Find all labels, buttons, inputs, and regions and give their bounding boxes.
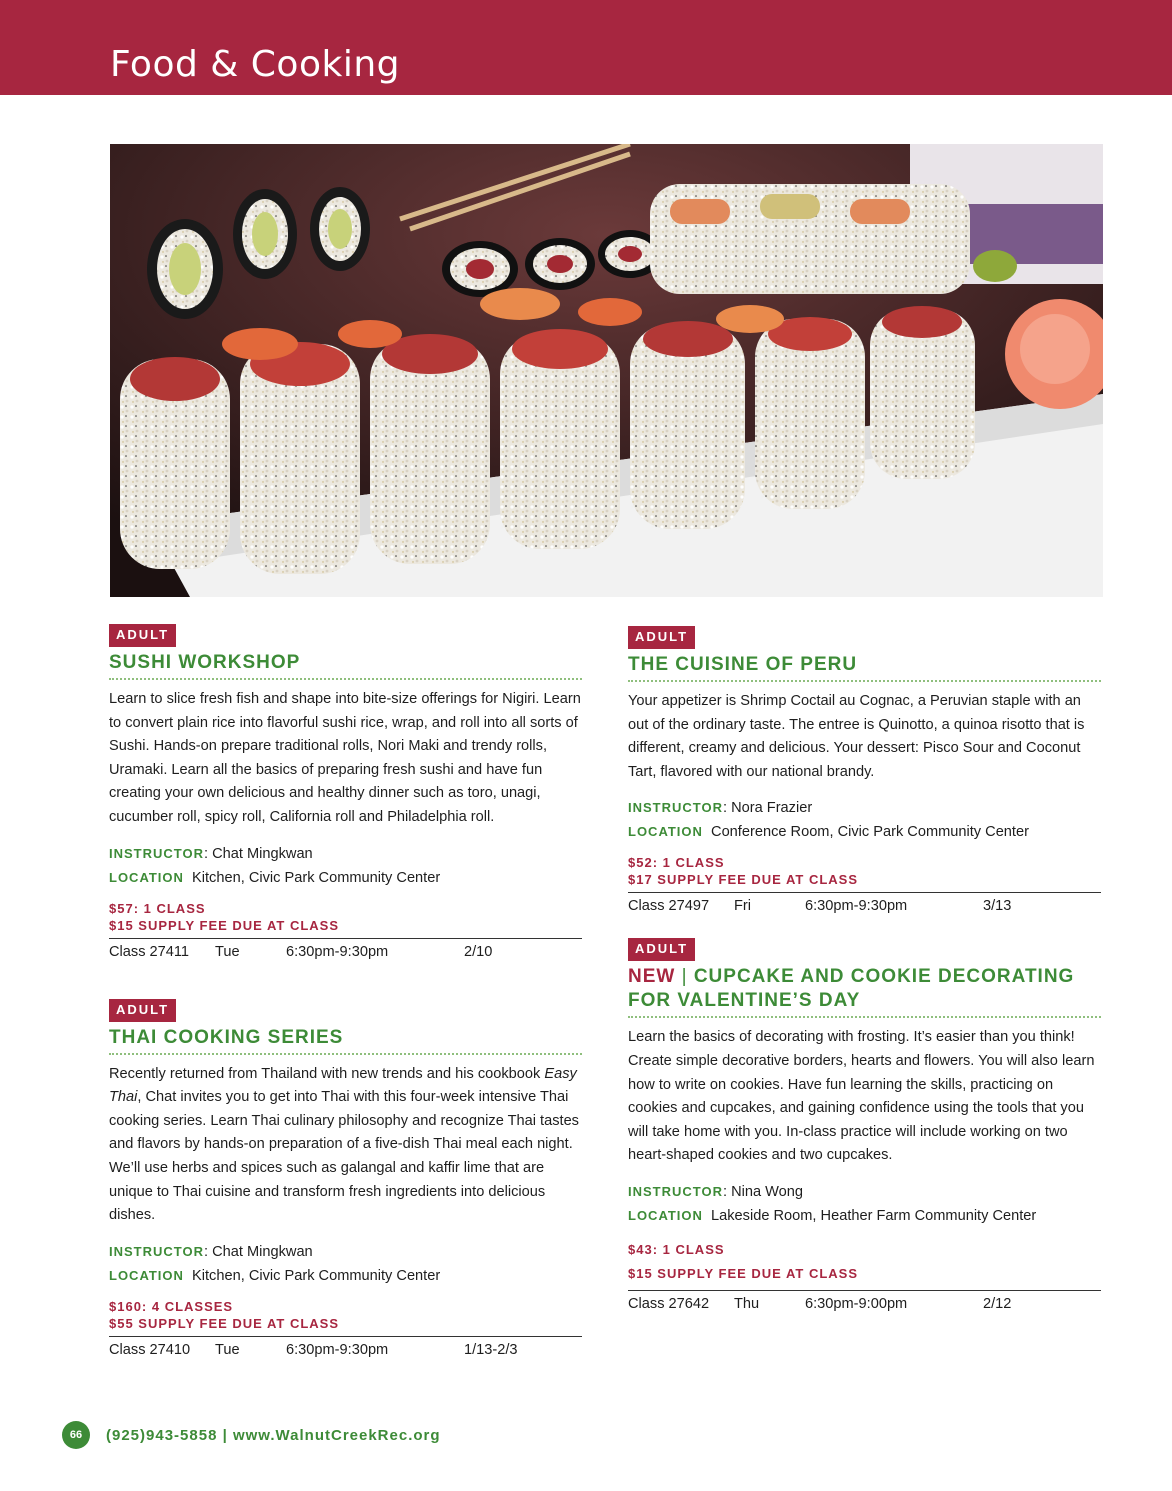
class-day: Tue (215, 943, 240, 960)
location-value: Kitchen, Civic Park Community Center (192, 1267, 441, 1284)
class-date: 2/10 (464, 943, 493, 960)
class-day: Tue (215, 1341, 240, 1358)
class-day: Fri (734, 898, 752, 915)
footer-contact[interactable]: (925)943-5858 | www.WalnutCreekRec.org (106, 1426, 441, 1444)
class-time: 6:30pm-9:00pm (805, 1295, 908, 1312)
schedule-row (628, 896, 1101, 916)
class-time: 6:30pm-9:30pm (286, 1341, 389, 1358)
cookbook-title: Easy Thai (109, 1065, 577, 1106)
listing-meta (628, 796, 1101, 844)
instructor-name: : Nora Frazier (722, 800, 813, 817)
fee-price: $52: 1 CLASS (628, 855, 725, 871)
fee-block (628, 1238, 1101, 1291)
class-day: Thu (734, 1295, 760, 1312)
sushi-platter-image (110, 144, 1103, 597)
fee-supply: $15 SUPPLY FEE DUE AT CLASS (628, 1265, 859, 1281)
listing-cuisine-of-peru (628, 626, 1101, 916)
location-label: LOCATION (628, 1207, 703, 1223)
fee-block (109, 1298, 582, 1337)
class-number: Class 27410 (109, 1341, 191, 1358)
fee-block (628, 854, 1101, 893)
listing-description: Learn to slice fresh fish and shape into bite-size offerings for Nigiri. Learn to convert plain rice into flavorful sushi rice, wrap, and roll into all sorts of Sushi. Hands-on prepare traditional rolls, Nori Maki and trendy rolls, Uramaki. Learn all the basics of preparing fresh sushi and have fun creating your own delicious and healthy dinner such as toro, unagi, cucumber roll, spicy roll, California roll and Philadelphia roll. (109, 691, 581, 825)
page-number-badge: 66 (62, 1421, 90, 1449)
schedule-row (109, 942, 582, 962)
class-number: Class 27642 (628, 1295, 710, 1312)
location-value: Lakeside Room, Heather Farm Community Center (711, 1207, 1037, 1224)
fee-supply: $15 SUPPLY FEE DUE AT CLASS (109, 917, 340, 933)
location-label: LOCATION (628, 824, 703, 840)
class-time: 6:30pm-9:30pm (286, 943, 389, 960)
page-title: Food & Cooking (110, 44, 400, 85)
audience-badge: ADULT (109, 999, 176, 1022)
left-column (109, 624, 582, 1360)
listing-title: NEW | CUPCAKE AND COOKIE DECORATING FOR VALENTINE’S DAY (628, 965, 1101, 1018)
audience-badge: ADULT (628, 938, 695, 961)
instructor-label: INSTRUCTOR (109, 845, 204, 861)
class-number: Class 27411 (109, 943, 190, 960)
audience-badge: ADULT (109, 624, 176, 647)
schedule-row (109, 1340, 582, 1360)
right-column (628, 626, 1101, 1314)
location-value: Kitchen, Civic Park Community Center (192, 869, 441, 886)
page-footer (62, 1420, 441, 1450)
fee-block (109, 900, 582, 939)
fee-supply: $17 SUPPLY FEE DUE AT CLASS (628, 872, 859, 888)
listing-title: SUSHI WORKSHOP (109, 651, 582, 680)
listing-title: THE CUISINE OF PERU (628, 653, 1101, 682)
listing-description: Recently returned from Thailand with new trends and his cookbook Easy Thai, Chat invites you to get into Thai with this four-week intensive Thai cooking series. Learn Thai culinary philosophy and recognize Thai tastes and flavors by hands-on preparation of a five-dish Thai meal each night. We’ll use herbs and spices such as galangal and kaffir lime that are unique to Thai cuisine and transform fresh ingredients into delicious dishes. (109, 1065, 579, 1224)
listing-description: Learn the basics of decorating with frosting. It’s easier than you think! Create simple decorative borders, hearts and flowers. You will also learn how to write on cookies. Have fun learning the skills, practicing on cookies and cupcakes, and gaining confidence using the tools that you will take home with you. In-class practice will include working on two heart-shaped cookies and two cupcakes. (628, 1029, 1095, 1164)
class-date: 2/12 (983, 1295, 1012, 1312)
class-date: 3/13 (983, 898, 1012, 915)
fee-price: $160: 4 CLASSES (109, 1298, 234, 1314)
instructor-label: INSTRUCTOR (628, 1183, 723, 1199)
instructor-name: : Chat Mingkwan (203, 1243, 313, 1260)
new-label: NEW (628, 966, 676, 988)
header-banner (0, 0, 1172, 95)
fee-supply: $55 SUPPLY FEE DUE AT CLASS (109, 1315, 340, 1331)
instructor-name: : Chat Mingkwan (203, 845, 313, 862)
listing-title: THAI COOKING SERIES (109, 1026, 582, 1055)
listing-thai-cooking-series (109, 999, 582, 1360)
listing-meta (109, 1240, 582, 1288)
schedule-row (628, 1294, 1101, 1314)
class-date: 1/13-2/3 (464, 1341, 518, 1358)
location-label: LOCATION (109, 869, 184, 885)
fee-price: $57: 1 CLASS (109, 900, 206, 916)
instructor-label: INSTRUCTOR (109, 1243, 204, 1259)
class-number: Class 27497 (628, 898, 710, 915)
location-label: LOCATION (109, 1267, 184, 1283)
class-time: 6:30pm-9:30pm (805, 898, 908, 915)
instructor-name: : Nina Wong (722, 1183, 804, 1200)
listing-sushi-workshop (109, 624, 582, 962)
listing-meta (109, 842, 582, 890)
sushi-photo (110, 144, 1103, 597)
location-value: Conference Room, Civic Park Community Center (711, 824, 1029, 841)
fee-price: $43: 1 CLASS (628, 1241, 725, 1257)
instructor-label: INSTRUCTOR (628, 800, 723, 816)
listing-cupcake-cookie-decorating (628, 938, 1101, 1314)
listing-meta (628, 1180, 1101, 1228)
audience-badge: ADULT (628, 626, 695, 649)
listing-description: Your appetizer is Shrimp Coctail au Cognac, a Peruvian staple with an out of the ordinary taste. The entree is Quinotto, a quinoa risotto that is different, creamy and delicious. Your dessert: Pisco Sour and Coconut Tart, flavored with our national brandy. (628, 693, 1085, 780)
